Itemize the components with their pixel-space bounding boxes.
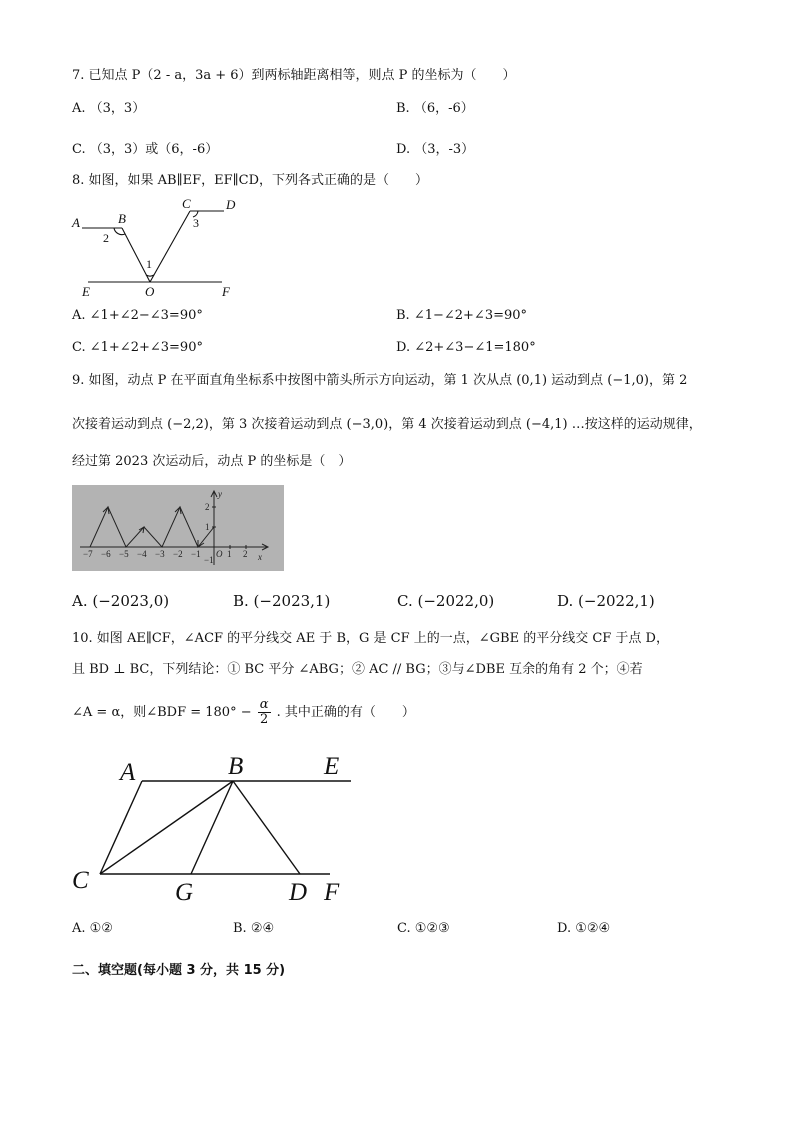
q9-option-a: A. (−2023,0): [72, 592, 170, 610]
q9-label-x2: 2: [243, 549, 248, 559]
q8-stem: 8. 如图，如果 AB∥EF，EF∥CD，下列各式正确的是（ ）: [72, 173, 429, 188]
q10-stem-line-3: [72, 698, 415, 727]
q9-label-xm7: −7: [83, 549, 93, 559]
q8-label-angle-2: 2: [103, 231, 109, 245]
q8-label-angle-1: 1: [146, 257, 152, 271]
q8-label-a: A: [72, 215, 80, 230]
q9-label-y1: 1: [205, 522, 210, 532]
q9-label-xm4: −4: [137, 549, 147, 559]
q10-label-f: F: [324, 879, 340, 906]
q9-figure: [72, 485, 284, 571]
q8-label-e: E: [82, 284, 90, 299]
q10-stem-line-3-suffix: . 其中正确的有（ ）: [276, 705, 415, 720]
q8-label-b: B: [118, 211, 126, 226]
q10-option-b: B. ②④: [233, 921, 275, 936]
q10-option-a: A. ①②: [72, 921, 113, 936]
q10-line-bd: [233, 781, 300, 874]
q8-label-angle-3: 3: [193, 216, 199, 230]
q7-option-d: D. （3，-3）: [396, 142, 475, 157]
q8-label-d: D: [226, 197, 236, 212]
q8-label-f: F: [222, 284, 230, 299]
q8-option-b: B. ∠1−∠2+∠3=90°: [396, 308, 528, 323]
q9-label-xm3: −3: [155, 549, 165, 559]
q8-option-c: C. ∠1+∠2+∠3=90°: [72, 340, 203, 355]
q10-figure: [70, 750, 360, 910]
q7-option-a: A. （3，3）: [72, 101, 146, 116]
q10-label-d: D: [289, 879, 308, 906]
q9-label-y: y: [218, 489, 222, 499]
q10-stem-line-3-prefix: ∠A = α，则∠BDF = 180° −: [72, 705, 252, 720]
q10-fraction-denominator: 2: [260, 712, 269, 727]
q9-label-ym1: −1: [204, 555, 214, 565]
q9-label-x1: 1: [227, 549, 232, 559]
q9-option-c: C. (−2022,0): [397, 592, 495, 610]
q7-option-c: C. （3，3）或（6，-6）: [72, 142, 219, 157]
q9-option-b: B. (−2023,1): [233, 592, 331, 610]
q9-stem-line-2: 次接着运动到点 (−2,2)，第 3 次接着运动到点 (−3,0)，第 4 次接着运动到点 (−4,1) …按这样的运动规律，: [72, 417, 702, 432]
q10-label-a: A: [120, 759, 136, 786]
q9-label-x: x: [258, 552, 262, 562]
q8-option-a: A. ∠1+∠2−∠3=90°: [72, 308, 203, 323]
q9-label-xm6: −6: [101, 549, 111, 559]
q10-fraction-alpha-over-2: [258, 698, 271, 727]
q10-label-c: C: [72, 867, 89, 894]
q9-label-xm1: −1: [191, 549, 201, 559]
q9-label-y2: 2: [205, 502, 210, 512]
q10-option-d: D. ①②④: [557, 921, 611, 936]
q9-option-d: D. (−2022,1): [557, 592, 655, 610]
q8-line-oc: [150, 211, 190, 282]
q7-stem: 7. 已知点 P（2 - a，3a + 6）到两标轴距离相等，则点 P 的坐标为（ ）: [72, 68, 516, 83]
q8-label-c: C: [182, 196, 191, 211]
q8-figure: [70, 195, 250, 300]
q10-label-e: E: [324, 753, 340, 780]
q9-stem-line-3: 经过第 2023 次运动后，动点 P 的坐标是（ ）: [72, 454, 352, 469]
q9-stem-line-1: 9. 如图，动点 P 在平面直角坐标系中按图中箭头所示方向运动，第 1 次从点 (0,1) 运动到点 (−1,0)，第 2: [72, 373, 688, 388]
q8-option-d: D. ∠2+∠3−∠1=180°: [396, 340, 536, 355]
q10-stem-line-1: 10. 如图 AE∥CF，∠ACF 的平分线交 AE 于 B，G 是 CF 上的一点，∠GBE 的平分线交 CF 于点 D，: [72, 631, 669, 646]
q10-label-b: B: [228, 753, 244, 780]
section-2-heading: 二、填空题(每小题 3 分，共 15 分): [72, 963, 286, 978]
q9-label-origin: O: [216, 549, 223, 559]
q9-label-xm5: −5: [119, 549, 129, 559]
q8-label-o: O: [145, 284, 155, 299]
q7-option-b: B. （6，-6）: [396, 101, 474, 116]
q8-angle-1-arc: [146, 275, 154, 276]
q10-line-bc: [100, 781, 233, 874]
q9-label-xm2: −2: [173, 549, 183, 559]
q10-label-g: G: [175, 879, 194, 906]
q10-stem-line-2: 且 BD ⊥ BC，下列结论：① BC 平分 ∠ABG；② AC // BG；③与∠DBE 互余的角有 2 个；④若: [72, 662, 643, 677]
q10-option-c: C. ①②③: [397, 921, 450, 936]
q10-fraction-numerator: α: [259, 697, 269, 712]
q8-line-bo: [122, 228, 150, 282]
